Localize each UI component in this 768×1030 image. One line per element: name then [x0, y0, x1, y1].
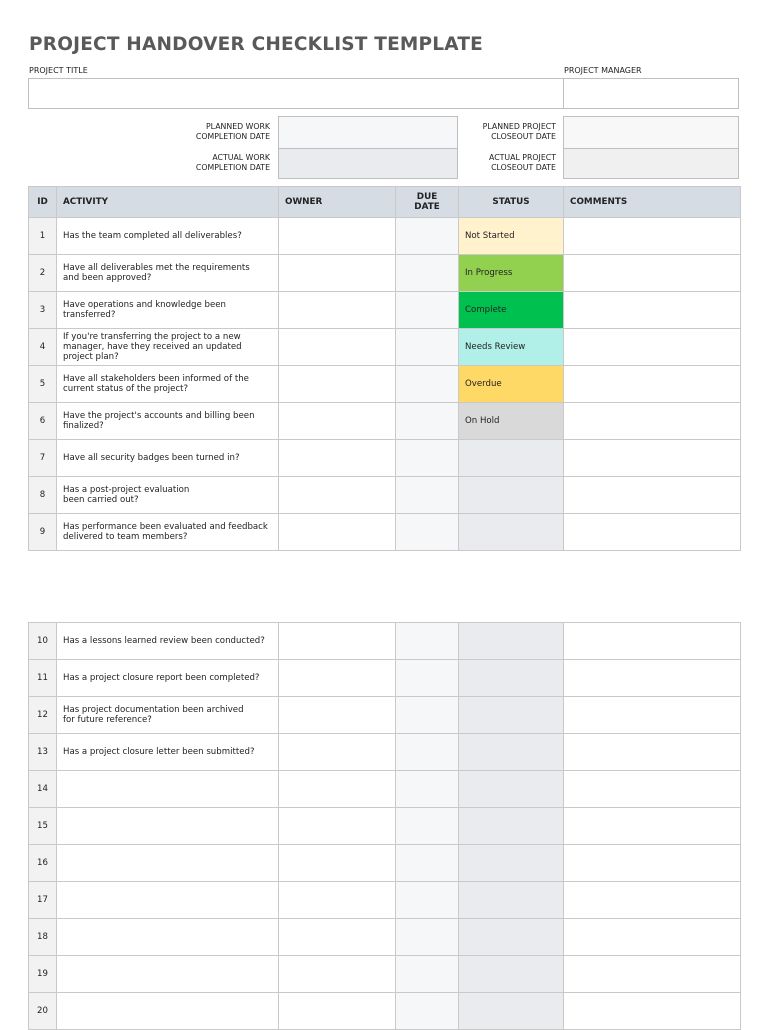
status-cell[interactable]: Overdue: [459, 366, 564, 403]
table-row: [29, 477, 741, 514]
due-date-cell[interactable]: [396, 403, 459, 440]
due-date-cell[interactable]: [396, 697, 459, 734]
actual-work-completion-field[interactable]: [278, 148, 458, 179]
due-date-cell[interactable]: [396, 956, 459, 993]
table-row: [29, 255, 741, 292]
due-date-cell[interactable]: [396, 255, 459, 292]
owner-cell[interactable]: [279, 882, 396, 919]
due-date-cell[interactable]: [396, 660, 459, 697]
due-date-cell[interactable]: [396, 477, 459, 514]
status-cell[interactable]: On Hold: [459, 403, 564, 440]
comments-cell[interactable]: [564, 514, 741, 551]
checklist-table-part2: [28, 622, 741, 1030]
comments-cell[interactable]: [564, 255, 741, 292]
status-cell[interactable]: [459, 882, 564, 919]
comments-cell[interactable]: [564, 660, 741, 697]
planned-work-completion-label: PLANNED WORK COMPLETION DATE: [195, 122, 270, 141]
status-cell[interactable]: [459, 514, 564, 551]
table-row: [29, 919, 741, 956]
status-cell[interactable]: [459, 808, 564, 845]
activity-text: Has the team completed all deliverables?: [63, 231, 242, 241]
table-row: [29, 366, 741, 403]
actual-work-completion-label: ACTUAL WORK COMPLETION DATE: [195, 153, 270, 172]
due-date-cell[interactable]: [396, 808, 459, 845]
row-id-cell: 16: [29, 845, 57, 882]
due-date-cell[interactable]: [396, 845, 459, 882]
activity-cell[interactable]: [57, 292, 279, 329]
table-row: [29, 845, 741, 882]
row-id-cell: 6: [29, 403, 57, 440]
owner-cell[interactable]: [279, 403, 396, 440]
status-cell[interactable]: Not Started: [459, 218, 564, 255]
owner-cell[interactable]: [279, 808, 396, 845]
due-date-cell[interactable]: [396, 623, 459, 660]
comments-cell[interactable]: [564, 808, 741, 845]
activity-text: Has a post-project evaluation been carried out?: [63, 485, 190, 505]
due-date-cell[interactable]: [396, 440, 459, 477]
row-id-cell: 2: [29, 255, 57, 292]
owner-cell[interactable]: [279, 477, 396, 514]
due-date-cell[interactable]: [396, 329, 459, 366]
activity-cell[interactable]: [57, 808, 279, 845]
due-date-cell[interactable]: [396, 366, 459, 403]
checklist-table-part1: [28, 186, 741, 551]
activity-cell[interactable]: [57, 660, 279, 697]
comments-cell[interactable]: [564, 623, 741, 660]
activity-cell[interactable]: [57, 366, 279, 403]
planned-closeout-field[interactable]: [563, 116, 739, 149]
actual-closeout-field[interactable]: [563, 148, 739, 179]
status-cell[interactable]: [459, 771, 564, 808]
activity-cell[interactable]: [57, 845, 279, 882]
table-row: [29, 403, 741, 440]
activity-cell[interactable]: [57, 514, 279, 551]
column-header-due-date: DUE DATE: [396, 187, 459, 218]
activity-text: If you're transferring the project to a new manager, have they received an updated project plan?: [63, 332, 242, 362]
activity-text: Has a project closure report been completed?: [63, 673, 260, 683]
activity-cell[interactable]: [57, 734, 279, 771]
activity-cell[interactable]: [57, 623, 279, 660]
column-header-activity: ACTIVITY: [57, 187, 279, 218]
owner-cell[interactable]: [279, 292, 396, 329]
owner-cell[interactable]: [279, 329, 396, 366]
comments-cell[interactable]: [564, 882, 741, 919]
row-id-cell: 18: [29, 919, 57, 956]
activity-cell[interactable]: [57, 440, 279, 477]
column-header-owner: OWNER: [279, 187, 396, 218]
row-id-cell: 11: [29, 660, 57, 697]
owner-cell[interactable]: [279, 660, 396, 697]
row-id-cell: 10: [29, 623, 57, 660]
status-cell[interactable]: [459, 734, 564, 771]
row-id-cell: 12: [29, 697, 57, 734]
column-header-status: STATUS: [459, 187, 564, 218]
owner-cell[interactable]: [279, 734, 396, 771]
activity-cell[interactable]: [57, 956, 279, 993]
row-id-cell: 20: [29, 993, 57, 1030]
due-date-cell[interactable]: [396, 218, 459, 255]
project-manager-label: PROJECT MANAGER: [564, 66, 642, 75]
activity-text: Have the project's accounts and billing been finalized?: [63, 411, 255, 431]
table-row: [29, 329, 741, 366]
activity-cell[interactable]: [57, 218, 279, 255]
status-cell[interactable]: [459, 845, 564, 882]
status-cell[interactable]: Needs Review: [459, 329, 564, 366]
comments-cell[interactable]: [564, 329, 741, 366]
table-row: [29, 623, 741, 660]
due-date-cell[interactable]: [396, 514, 459, 551]
owner-cell[interactable]: [279, 956, 396, 993]
activity-text: Has a project closure letter been submitted?: [63, 747, 255, 757]
status-cell[interactable]: [459, 623, 564, 660]
comments-cell[interactable]: [564, 440, 741, 477]
row-id-cell: 1: [29, 218, 57, 255]
activity-text: Have all stakeholders been informed of the current status of the project?: [63, 374, 249, 394]
row-id-cell: 7: [29, 440, 57, 477]
column-header-comments: COMMENTS: [564, 187, 741, 218]
status-cell[interactable]: Complete: [459, 292, 564, 329]
due-date-cell[interactable]: [396, 292, 459, 329]
owner-cell[interactable]: [279, 514, 396, 551]
table-row: [29, 514, 741, 551]
due-date-cell[interactable]: [396, 882, 459, 919]
comments-cell[interactable]: [564, 734, 741, 771]
actual-closeout-label: ACTUAL PROJECT CLOSEOUT DATE: [489, 153, 556, 172]
owner-cell[interactable]: [279, 919, 396, 956]
owner-cell[interactable]: [279, 845, 396, 882]
activity-cell[interactable]: [57, 477, 279, 514]
comments-cell[interactable]: [564, 403, 741, 440]
comments-cell[interactable]: [564, 218, 741, 255]
due-date-cell[interactable]: [396, 919, 459, 956]
row-id-cell: 4: [29, 329, 57, 366]
row-id-cell: 17: [29, 882, 57, 919]
comments-cell[interactable]: [564, 845, 741, 882]
table-row: [29, 734, 741, 771]
table-row: [29, 218, 741, 255]
activity-cell[interactable]: [57, 919, 279, 956]
activity-text: Have all security badges been turned in?: [63, 453, 240, 463]
table-row: [29, 292, 741, 329]
table-row: [29, 440, 741, 477]
row-id-cell: 19: [29, 956, 57, 993]
comments-cell[interactable]: [564, 366, 741, 403]
status-cell[interactable]: [459, 956, 564, 993]
due-date-cell[interactable]: [396, 771, 459, 808]
status-cell[interactable]: [459, 440, 564, 477]
activity-cell[interactable]: [57, 882, 279, 919]
table-row: [29, 771, 741, 808]
activity-cell[interactable]: [57, 255, 279, 292]
activity-cell[interactable]: [57, 329, 279, 366]
activity-text: Has performance been evaluated and feedback delivered to team members?: [63, 522, 268, 542]
status-cell[interactable]: [459, 477, 564, 514]
table-row: [29, 660, 741, 697]
row-id-cell: 15: [29, 808, 57, 845]
status-cell[interactable]: [459, 919, 564, 956]
comments-cell[interactable]: [564, 477, 741, 514]
table-row: [29, 808, 741, 845]
activity-text: Have all deliverables met the requirements and been approved?: [63, 263, 250, 283]
status-cell[interactable]: [459, 697, 564, 734]
activity-cell[interactable]: [57, 403, 279, 440]
column-header-id: ID: [29, 187, 57, 218]
owner-cell[interactable]: [279, 255, 396, 292]
status-cell[interactable]: In Progress: [459, 255, 564, 292]
row-id-cell: 3: [29, 292, 57, 329]
owner-cell[interactable]: [279, 623, 396, 660]
table-row: [29, 956, 741, 993]
row-id-cell: 8: [29, 477, 57, 514]
planned-work-completion-field[interactable]: [278, 116, 458, 149]
activity-text: Has project documentation been archived for future reference?: [63, 705, 244, 725]
activity-cell[interactable]: [57, 771, 279, 808]
owner-cell[interactable]: [279, 697, 396, 734]
activity-text: Has a lessons learned review been conducted?: [63, 636, 265, 646]
comments-cell[interactable]: [564, 919, 741, 956]
table-row: [29, 697, 741, 734]
owner-cell[interactable]: [279, 366, 396, 403]
owner-cell[interactable]: [279, 771, 396, 808]
owner-cell[interactable]: [279, 440, 396, 477]
planned-closeout-label: PLANNED PROJECT CLOSEOUT DATE: [482, 122, 556, 141]
project-title-field[interactable]: [28, 78, 564, 109]
owner-cell[interactable]: [279, 218, 396, 255]
table-header-row: [29, 187, 741, 218]
row-id-cell: 13: [29, 734, 57, 771]
comments-cell[interactable]: [564, 697, 741, 734]
row-id-cell: 9: [29, 514, 57, 551]
comments-cell[interactable]: [564, 292, 741, 329]
due-date-cell[interactable]: [396, 734, 459, 771]
comments-cell[interactable]: [564, 956, 741, 993]
project-manager-field[interactable]: [563, 78, 739, 109]
page-title: PROJECT HANDOVER CHECKLIST TEMPLATE: [29, 34, 484, 55]
comments-cell[interactable]: [564, 771, 741, 808]
table-row: [29, 882, 741, 919]
row-id-cell: 14: [29, 771, 57, 808]
row-id-cell: 5: [29, 366, 57, 403]
activity-cell[interactable]: [57, 697, 279, 734]
status-cell[interactable]: [459, 660, 564, 697]
project-title-label: PROJECT TITLE: [29, 66, 88, 75]
activity-text: Have operations and knowledge been transferred?: [63, 300, 226, 320]
